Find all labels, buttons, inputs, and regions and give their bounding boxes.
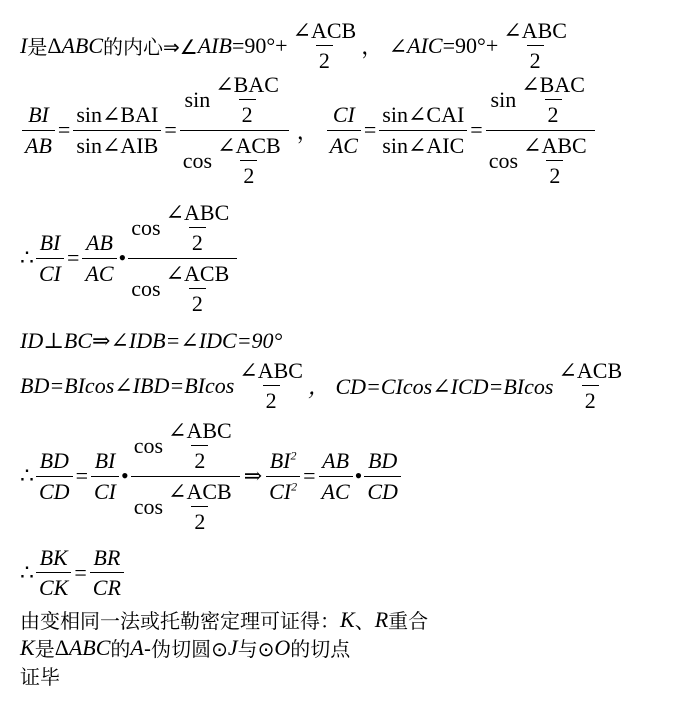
line-ratio-bd-cd: ∴ $\frac{BD}{CD}$ = $\frac{BI}{CI}$ • cos $\frac{\text{∠ABC}}{2}$ cos $\frac{\text{∠ACB}}{2}$ ⇒ $\frac{BI^2}{CI^2}$ = $\frac{AB}{AC}$ • $\frac{BD}{CD}$ [20, 418, 403, 534]
fraction: cos $\frac{\text{∠ABC}}{2}$ cos $\frac{\text{∠ACB}}{2}$ [128, 200, 237, 316]
fraction: $\frac{BI}{CI}$ [91, 448, 119, 504]
fraction: $\frac{\text{∠ABC}}{2}$ [503, 18, 567, 74]
fraction: $\frac{AB}{AC}$ [319, 448, 353, 504]
line-ratio-bk-ck: ∴ $\frac{BK}{CK}$ = $\frac{BR}{CR}$ [20, 545, 126, 601]
line-sine-ratio: $\frac{BI}{AB}$ = $\frac{\text{sin∠BAI}}{\text{sin∠AIB}}$ = sin $\frac{\text{∠BAC}}{2}$ cos $\frac{\text{∠ACB}}{2}$ ， $\frac{CI}{AC}$ = $\frac{\text{sin∠CAI}}{\text{sin∠AIC}}$ = sin $\frac{\text{∠BAC}}{2}$ cos $\frac{\text{∠ABC}}{2}$ [20, 72, 597, 188]
line-incenter: I 是 Δ ABC 的内心⇒∠ AIB =90°+ $\frac{\text{∠ACB}}{2}$ ， ∠ AIC =90°+ $\frac{\text{∠ABC}}{2}$ [20, 18, 572, 74]
fraction: $\frac{BI^2}{CI^2}$ [266, 448, 300, 504]
fraction: sin $\frac{\text{∠BAC}}{2}$ cos $\frac{\text{∠ACB}}{2}$ [180, 72, 289, 188]
fraction: $\frac{BD}{CD}$ [364, 448, 401, 504]
line-coincide: 由变相同一法或托勒密定理可证得： K 、 R 重合 [20, 606, 429, 633]
line-conclusion: K 是 Δ ABC 的 A -伪切圆⊙ J 与⊙ O 的切点 [20, 634, 351, 661]
fraction: $\frac{\text{∠ACB}}{2}$ [292, 18, 357, 74]
fraction: $\frac{BR}{CR}$ [90, 545, 124, 601]
fraction: $\frac{BI}{CI}$ [36, 230, 64, 286]
fraction: $\frac{BI}{AB}$ [22, 102, 55, 158]
line-perpendicular: ID⊥BC⇒∠IDB=∠IDC=90° [20, 328, 283, 353]
fraction: $\frac{BD}{CD}$ [36, 448, 73, 504]
fraction: $\frac{CI}{AC}$ [327, 102, 361, 158]
fraction: $\frac{\text{∠ACB}}{2}$ [558, 358, 623, 414]
line-qed: 证毕 [20, 665, 60, 689]
fraction: $\frac{\text{sin∠BAI}}{\text{sin∠AIB}}$ [73, 102, 161, 158]
fraction: sin $\frac{\text{∠BAC}}{2}$ cos $\frac{\text{∠ABC}}{2}$ [486, 72, 595, 188]
fraction: $\frac{\text{sin∠CAI}}{\text{sin∠AIC}}$ [379, 102, 467, 158]
line-ratio-bi-ci: ∴ $\frac{BI}{CI}$ = $\frac{AB}{AC}$ • cos $\frac{\text{∠ABC}}{2}$ cos $\frac{\text{∠ACB}}{2}$ [20, 200, 239, 316]
fraction: $\frac{AB}{AC}$ [82, 230, 116, 286]
line-bd-cd: BD=BIcos∠IBD=BIcos $\frac{\text{∠ABC}}{2}$ ， CD=CIcos∠ICD=BIcos $\frac{\text{∠ACB}}{2}$ [20, 358, 627, 414]
fraction: $\frac{BK}{CK}$ [36, 545, 71, 601]
fraction: $\frac{\text{∠ABC}}{2}$ [239, 358, 303, 414]
fraction: cos $\frac{\text{∠ABC}}{2}$ cos $\frac{\text{∠ACB}}{2}$ [131, 418, 240, 534]
